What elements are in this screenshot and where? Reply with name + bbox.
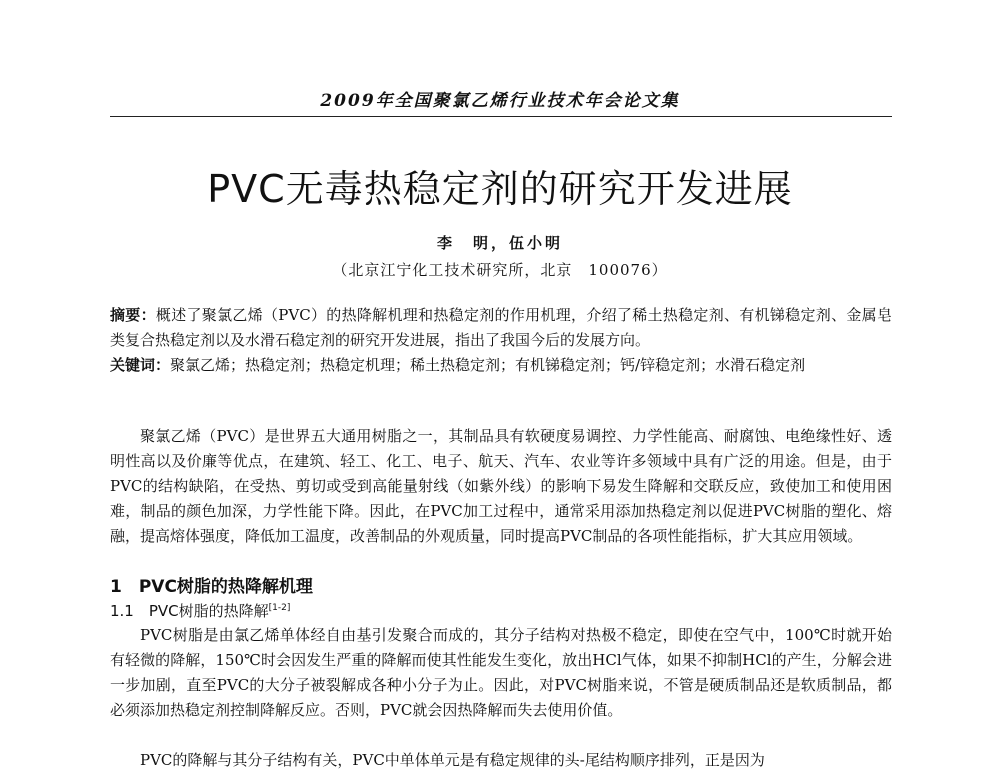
section-1-1-title: 1.1 PVC树脂的热降解 bbox=[110, 602, 269, 620]
section-1-1-paragraph: PVC树脂是由氯乙烯单体经自由基引发聚合而成的，其分子结构对热极不稳定，即使在空气中，100℃时就开始有轻微的降解，150℃时会因发生严重的降解而使其性能发生变化，放出HCl气体，如果不抑制HCl的产生，分解会进一步加剧，直至PVC的大分子被裂解成各种小分子为止。因此，对PVC树脂来说，不管是硬质制品还是软质制品，都必须添加热稳定剂控制降解反应。否则，PVC就会因热降解而失去使用价值。 bbox=[110, 626, 892, 719]
abstract bbox=[110, 303, 892, 353]
cutoff-paragraph: PVC的降解与其分子结构有关，PVC中单体单元是有稳定规律的头-尾结构顺序排列，正是因为 bbox=[140, 751, 765, 769]
running-header: 2009年全国聚氯乙烯行业技术年会论文集 bbox=[320, 91, 680, 111]
abstract-label: 摘要： bbox=[110, 306, 156, 324]
authors: 李 明，伍小明 bbox=[436, 234, 563, 252]
keywords bbox=[110, 353, 892, 378]
keywords-text: 聚氯乙烯；热稳定剂；热稳定机理；稀土热稳定剂；有机锑稳定剂；钙/锌稳定剂；水滑石稳定剂 bbox=[170, 356, 806, 374]
section-1-1-heading bbox=[110, 600, 290, 621]
section-1-heading: 1 PVC树脂的热降解机理 bbox=[110, 577, 313, 597]
affiliation: （北京江宁化工技术研究所，北京 100076） bbox=[332, 261, 668, 279]
intro-paragraph: 聚氯乙烯（PVC）是世界五大通用树脂之一，其制品具有软硬度易调控、力学性能高、耐腐蚀、电绝缘性好、透明性高以及价廉等优点，在建筑、轻工、化工、电子、航天、汽车、农业等许多领域中具有广泛的用途。但是，由于PVC的结构缺陷，在受热、剪切或受到高能量射线（如紫外线）的影响下易发生降解和交联反应，致使加工和使用困难，制品的颜色加深，力学性能下降。因此，在PVC加工过程中，通常采用添加热稳定剂以促进PVC树脂的塑化、熔融，提高熔体强度，降低加工温度，改善制品的外观质量，同时提高PVC制品的各项性能指标，扩大其应用领域。 bbox=[110, 427, 892, 545]
paper-title: PVC无毒热稳定剂的研究开发进展 bbox=[207, 167, 793, 211]
header-rule bbox=[110, 116, 892, 117]
section-1-1-citation: [1-2] bbox=[268, 603, 291, 613]
abstract-text: 概述了聚氯乙烯（PVC）的热降解机理和热稳定剂的作用机理，介绍了稀土热稳定剂、有机锑稳定剂、金属皂类复合热稳定剂以及水滑石稳定剂的研究开发进展，指出了我国今后的发展方向。 bbox=[110, 306, 892, 349]
keywords-label: 关键词： bbox=[110, 356, 171, 374]
